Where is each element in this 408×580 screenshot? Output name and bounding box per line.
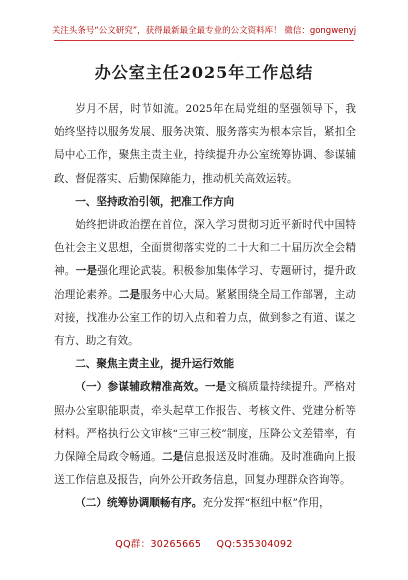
section1-point1-marker: 一是 [75,265,98,278]
section1-p1-text: 始终把讲政治摆在首位，深入学习贯彻习近平新时代中国特色社会主义思想，全面贯彻落实党的二十大和二十届历次全会精神。 [54,219,356,278]
section1-paragraph [54,214,356,353]
document-body [54,98,356,516]
intro-paragraph: 岁月不居，时节如流。2025年在局党组的坚强领导下，我始终坚持以服务发展、服务决策、服务落实为根本宗旨，紧扣全局中心工作，聚焦主责主业，持续提升办公室统筹协调、参谋辅政、督促落实、后勤保障能力，推动机关高效运转。 [54,103,356,185]
document-title: 办公室主任2025年工作总结 [94,63,314,82]
sub2-text: 充分发挥“枢纽中枢”作用， [202,497,330,510]
sub1-point1-marker: 一是 [204,381,227,394]
header-banner: 关注头条号“公文研究”，获得最新最全最专业的公文资料库！ 微信：gongwenyj [51,26,357,36]
footer-qq: QQ:535304092 [216,539,293,550]
sub1-point2-marker: 二是 [161,451,184,464]
subsection1-heading: （一）参谋辅政精准高效。 [75,381,205,394]
section1-point1-text: 强化理论武装。积极参加集体学习、专题研讨，提升政治理论素养。 [54,265,357,301]
header-divider [54,40,354,41]
footer-wechat: QQ群：30265665 [115,539,202,550]
subsection2-heading: （二）统筹协调顺畅有序。 [75,497,203,510]
subsection2-paragraph [54,492,356,515]
section2-heading: 二、聚焦主责主业，提升运行效能 [75,358,235,371]
section1-heading: 一、坚持政治引领，把准工作方向 [75,195,235,208]
section1-point2-text: 服务中心大局。紧紧围绕全局工作部署，主动对接，找准办公室工作的切入点和着力点，做到参之有道、谋之有方、助之有效。 [54,288,357,348]
footer-banner [0,536,408,550]
section1-point2-marker: 二是 [118,288,141,301]
sub1-point1-text: 文稿质量持续提升。严格对照办公室职能职责，牵头起草工作报告、考核文件、党建分析等材料。严格执行公文审核“三审三校”制度，压降公文差错率，有力保障全局政令畅通。 [54,381,357,464]
subsection1-paragraph [54,376,356,492]
sub1-point2-text: 信息报送及时准确。及时准确向上报送工作信息及报告，向外公开政务信息，回复办理群众咨询等。 [54,451,357,487]
